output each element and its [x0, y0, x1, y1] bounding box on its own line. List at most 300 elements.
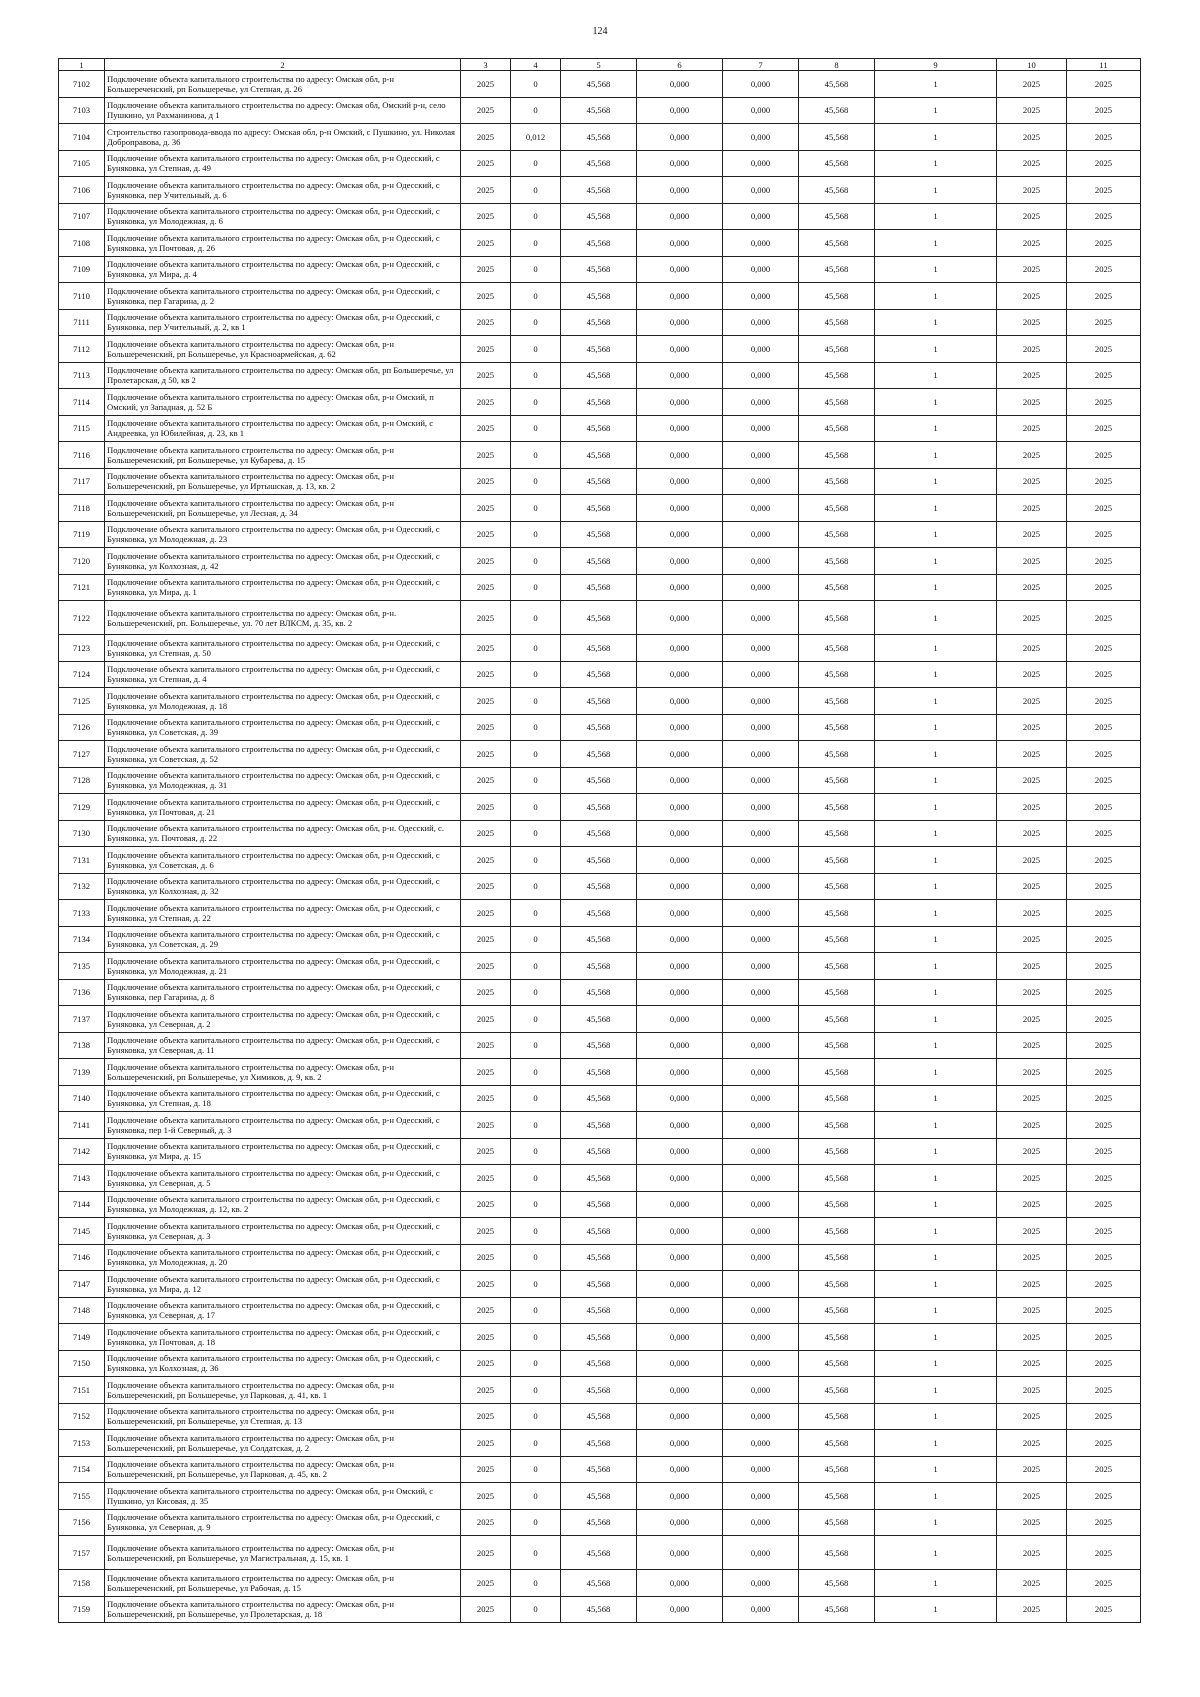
- column-6-cell: 0,000: [637, 336, 723, 363]
- column-4-cell: 0: [511, 256, 561, 283]
- column-10-cell: 2025: [997, 1297, 1067, 1324]
- row-number-cell: 7124: [59, 661, 105, 688]
- column-5-cell: 45,568: [561, 1509, 637, 1536]
- table-row: [59, 150, 1141, 177]
- column-header: 1: [59, 59, 105, 71]
- column-6-cell: 0,000: [637, 979, 723, 1006]
- column-7-cell: 0,000: [723, 926, 799, 953]
- column-6-cell: 0,000: [637, 926, 723, 953]
- column-7-cell: 0,000: [723, 124, 799, 151]
- column-11-cell: 2025: [1067, 124, 1141, 151]
- row-number-cell: 7149: [59, 1324, 105, 1351]
- column-6-cell: 0,000: [637, 521, 723, 548]
- column-6-cell: 0,000: [637, 1430, 723, 1457]
- column-3-cell: 2025: [461, 1570, 511, 1597]
- column-8-cell: 45,568: [799, 847, 875, 874]
- column-7-cell: 0,000: [723, 203, 799, 230]
- column-7-cell: 0,000: [723, 1570, 799, 1597]
- column-8-cell: 45,568: [799, 1165, 875, 1192]
- table-row: [59, 442, 1141, 469]
- table-row: [59, 741, 1141, 768]
- column-10-cell: 2025: [997, 177, 1067, 204]
- column-11-cell: 2025: [1067, 389, 1141, 416]
- column-4-cell: 0: [511, 203, 561, 230]
- column-11-cell: 2025: [1067, 873, 1141, 900]
- column-4-cell: 0: [511, 1509, 561, 1536]
- column-11-cell: 2025: [1067, 309, 1141, 336]
- table-row: [59, 336, 1141, 363]
- column-7-cell: 0,000: [723, 1297, 799, 1324]
- column-8-cell: 45,568: [799, 1032, 875, 1059]
- row-number-cell: 7142: [59, 1138, 105, 1165]
- description-cell: Подключение объекта капитального строительства по адресу: Омская обл, р-н Омский, с Андреевка, ул Юбилейная, д. 23, кв 1: [105, 415, 461, 442]
- description-cell: Подключение объекта капитального строительства по адресу: Омская обл, р-н Одесский, с Буняковка, пер Гагарина, д. 2: [105, 283, 461, 310]
- column-9-cell: 1: [875, 1191, 997, 1218]
- column-8-cell: 45,568: [799, 495, 875, 522]
- column-8-cell: 45,568: [799, 1218, 875, 1245]
- column-8-cell: 45,568: [799, 1570, 875, 1597]
- table-row: [59, 1570, 1141, 1597]
- column-4-cell: 0: [511, 1324, 561, 1351]
- column-4-cell: 0: [511, 442, 561, 469]
- column-9-cell: 1: [875, 71, 997, 98]
- column-4-cell: 0: [511, 336, 561, 363]
- column-8-cell: 45,568: [799, 688, 875, 715]
- column-8-cell: 45,568: [799, 820, 875, 847]
- column-9-cell: 1: [875, 820, 997, 847]
- column-3-cell: 2025: [461, 521, 511, 548]
- column-10-cell: 2025: [997, 495, 1067, 522]
- column-9-cell: 1: [875, 415, 997, 442]
- column-7-cell: 0,000: [723, 521, 799, 548]
- column-7-cell: 0,000: [723, 1059, 799, 1086]
- column-8-cell: 45,568: [799, 1059, 875, 1086]
- column-11-cell: 2025: [1067, 203, 1141, 230]
- column-7-cell: 0,000: [723, 1403, 799, 1430]
- column-7-cell: 0,000: [723, 1191, 799, 1218]
- column-9-cell: 1: [875, 124, 997, 151]
- column-3-cell: 2025: [461, 820, 511, 847]
- column-6-cell: 0,000: [637, 309, 723, 336]
- row-number-cell: 7158: [59, 1570, 105, 1597]
- column-10-cell: 2025: [997, 1430, 1067, 1457]
- column-5-cell: 45,568: [561, 1085, 637, 1112]
- column-11-cell: 2025: [1067, 1297, 1141, 1324]
- column-6-cell: 0,000: [637, 442, 723, 469]
- column-11-cell: 2025: [1067, 1536, 1141, 1570]
- column-5-cell: 45,568: [561, 661, 637, 688]
- column-6-cell: 0,000: [637, 794, 723, 821]
- column-7-cell: 0,000: [723, 415, 799, 442]
- row-number-cell: 7135: [59, 953, 105, 980]
- column-11-cell: 2025: [1067, 177, 1141, 204]
- column-3-cell: 2025: [461, 177, 511, 204]
- row-number-cell: 7129: [59, 794, 105, 821]
- description-cell: Подключение объекта капитального строительства по адресу: Омская обл, р-н Большереченский, рп Большеречье, ул Химиков, д. 9, кв. 2: [105, 1059, 461, 1086]
- column-4-cell: 0: [511, 389, 561, 416]
- column-7-cell: 0,000: [723, 150, 799, 177]
- column-9-cell: 1: [875, 873, 997, 900]
- column-9-cell: 1: [875, 177, 997, 204]
- column-8-cell: 45,568: [799, 309, 875, 336]
- column-10-cell: 2025: [997, 548, 1067, 575]
- column-6-cell: 0,000: [637, 847, 723, 874]
- table-row: [59, 794, 1141, 821]
- column-8-cell: 45,568: [799, 548, 875, 575]
- description-cell: Подключение объекта капитального строительства по адресу: Омская обл, р-н Одесский, с Буняковка, ул Молодежная, д. 21: [105, 953, 461, 980]
- column-4-cell: 0: [511, 1403, 561, 1430]
- table-row: [59, 1085, 1141, 1112]
- column-10-cell: 2025: [997, 71, 1067, 98]
- column-10-cell: 2025: [997, 900, 1067, 927]
- description-cell: Строительство газопровода-ввода по адресу: Омская обл, р-н Омский, с Пушкино, ул. Николая Доброправова, д. 36: [105, 124, 461, 151]
- column-4-cell: 0: [511, 1596, 561, 1623]
- table-row: [59, 688, 1141, 715]
- column-6-cell: 0,000: [637, 203, 723, 230]
- column-11-cell: 2025: [1067, 900, 1141, 927]
- column-11-cell: 2025: [1067, 1191, 1141, 1218]
- column-9-cell: 1: [875, 847, 997, 874]
- row-number-cell: 7103: [59, 97, 105, 124]
- table-row: [59, 601, 1141, 635]
- column-3-cell: 2025: [461, 150, 511, 177]
- description-cell: Подключение объекта капитального строительства по адресу: Омская обл, р-н Большереченский, рп Большеречье, ул Иртышская, д. 13, кв. 2: [105, 468, 461, 495]
- column-10-cell: 2025: [997, 601, 1067, 635]
- column-5-cell: 45,568: [561, 873, 637, 900]
- column-5-cell: 45,568: [561, 1570, 637, 1597]
- column-9-cell: 1: [875, 1165, 997, 1192]
- column-3-cell: 2025: [461, 389, 511, 416]
- column-4-cell: 0: [511, 767, 561, 794]
- column-7-cell: 0,000: [723, 336, 799, 363]
- column-11-cell: 2025: [1067, 1456, 1141, 1483]
- column-7-cell: 0,000: [723, 714, 799, 741]
- row-number-cell: 7116: [59, 442, 105, 469]
- column-4-cell: 0: [511, 1570, 561, 1597]
- column-10-cell: 2025: [997, 521, 1067, 548]
- column-4-cell: 0: [511, 741, 561, 768]
- row-number-cell: 7137: [59, 1006, 105, 1033]
- column-header: 11: [1067, 59, 1141, 71]
- column-9-cell: 1: [875, 688, 997, 715]
- column-11-cell: 2025: [1067, 1403, 1141, 1430]
- column-10-cell: 2025: [997, 283, 1067, 310]
- column-3-cell: 2025: [461, 1377, 511, 1404]
- column-9-cell: 1: [875, 900, 997, 927]
- column-3-cell: 2025: [461, 767, 511, 794]
- description-cell: Подключение объекта капитального строительства по адресу: Омская обл, р-н Одесский, с Буняковка, ул Молодежная, д. 31: [105, 767, 461, 794]
- description-cell: Подключение объекта капитального строительства по адресу: Омская обл, р-н Одесский, с Буняковка, пер 1-й Северный, д. 3: [105, 1112, 461, 1139]
- column-3-cell: 2025: [461, 97, 511, 124]
- description-cell: Подключение объекта капитального строительства по адресу: Омская обл, р-н Большереченский, рп Большеречье, ул Лесная, д. 34: [105, 495, 461, 522]
- table-row: [59, 953, 1141, 980]
- column-8-cell: 45,568: [799, 1112, 875, 1139]
- column-5-cell: 45,568: [561, 71, 637, 98]
- column-3-cell: 2025: [461, 847, 511, 874]
- description-cell: Подключение объекта капитального строительства по адресу: Омская обл, р-н Одесский, с Буняковка, ул Советская, д. 6: [105, 847, 461, 874]
- row-number-cell: 7105: [59, 150, 105, 177]
- table-row: [59, 1377, 1141, 1404]
- column-11-cell: 2025: [1067, 820, 1141, 847]
- row-number-cell: 7123: [59, 635, 105, 662]
- column-11-cell: 2025: [1067, 1324, 1141, 1351]
- header-row: [59, 59, 1141, 71]
- column-3-cell: 2025: [461, 1112, 511, 1139]
- column-11-cell: 2025: [1067, 1570, 1141, 1597]
- row-number-cell: 7115: [59, 415, 105, 442]
- column-8-cell: 45,568: [799, 1297, 875, 1324]
- column-4-cell: 0: [511, 309, 561, 336]
- table-row: [59, 1271, 1141, 1298]
- description-cell: Подключение объекта капитального строительства по адресу: Омская обл, Омский р-н, село Пушкино, ул Рахманинова, д 1: [105, 97, 461, 124]
- column-8-cell: 45,568: [799, 873, 875, 900]
- table-row: [59, 1430, 1141, 1457]
- column-7-cell: 0,000: [723, 468, 799, 495]
- column-4-cell: 0: [511, 688, 561, 715]
- column-8-cell: 45,568: [799, 979, 875, 1006]
- column-4-cell: 0: [511, 1430, 561, 1457]
- description-cell: Подключение объекта капитального строительства по адресу: Омская обл, р-н Одесский, с Буняковка, ул Степная, д. 49: [105, 150, 461, 177]
- column-10-cell: 2025: [997, 1403, 1067, 1430]
- column-7-cell: 0,000: [723, 256, 799, 283]
- column-11-cell: 2025: [1067, 230, 1141, 257]
- description-cell: Подключение объекта капитального строительства по адресу: Омская обл, р-н Одесский, с Буняковка, ул Мира, д. 4: [105, 256, 461, 283]
- row-number-cell: 7126: [59, 714, 105, 741]
- row-number-cell: 7117: [59, 468, 105, 495]
- column-8-cell: 45,568: [799, 521, 875, 548]
- column-9-cell: 1: [875, 548, 997, 575]
- column-11-cell: 2025: [1067, 1377, 1141, 1404]
- column-5-cell: 45,568: [561, 230, 637, 257]
- table-row: [59, 1059, 1141, 1086]
- column-4-cell: 0: [511, 714, 561, 741]
- column-9-cell: 1: [875, 979, 997, 1006]
- description-cell: Подключение объекта капитального строительства по адресу: Омская обл, р-н Одесский, с Буняковка, ул Колхозная, д. 42: [105, 548, 461, 575]
- table-row: [59, 820, 1141, 847]
- column-5-cell: 45,568: [561, 203, 637, 230]
- column-5-cell: 45,568: [561, 1297, 637, 1324]
- column-5-cell: 45,568: [561, 1403, 637, 1430]
- column-11-cell: 2025: [1067, 714, 1141, 741]
- description-cell: Подключение объекта капитального строительства по адресу: Омская обл, р-н Одесский, с Буняковка, ул Степная, д. 22: [105, 900, 461, 927]
- column-3-cell: 2025: [461, 309, 511, 336]
- description-cell: Подключение объекта капитального строительства по адресу: Омская обл, р-н Одесский, с Буняковка, ул Советская, д. 39: [105, 714, 461, 741]
- column-header: 10: [997, 59, 1067, 71]
- column-10-cell: 2025: [997, 468, 1067, 495]
- column-8-cell: 45,568: [799, 415, 875, 442]
- column-9-cell: 1: [875, 230, 997, 257]
- column-8-cell: 45,568: [799, 1138, 875, 1165]
- column-6-cell: 0,000: [637, 1456, 723, 1483]
- column-11-cell: 2025: [1067, 150, 1141, 177]
- column-9-cell: 1: [875, 1112, 997, 1139]
- column-6-cell: 0,000: [637, 1297, 723, 1324]
- description-cell: Подключение объекта капитального строительства по адресу: Омская обл, р-н Одесский, с Буняковка, ул Мира, д. 12: [105, 1271, 461, 1298]
- row-number-cell: 7109: [59, 256, 105, 283]
- table-row: [59, 873, 1141, 900]
- column-7-cell: 0,000: [723, 1085, 799, 1112]
- column-8-cell: 45,568: [799, 336, 875, 363]
- table-row: [59, 1138, 1141, 1165]
- description-cell: Подключение объекта капитального строительства по адресу: Омская обл, р-н Одесский, с Буняковка, ул Почтовая, д. 26: [105, 230, 461, 257]
- column-9-cell: 1: [875, 1350, 997, 1377]
- column-header: 2: [105, 59, 461, 71]
- column-5-cell: 45,568: [561, 794, 637, 821]
- row-number-cell: 7121: [59, 574, 105, 601]
- row-number-cell: 7132: [59, 873, 105, 900]
- column-4-cell: 0: [511, 661, 561, 688]
- column-6-cell: 0,000: [637, 230, 723, 257]
- column-7-cell: 0,000: [723, 389, 799, 416]
- column-5-cell: 45,568: [561, 256, 637, 283]
- column-6-cell: 0,000: [637, 688, 723, 715]
- column-4-cell: 0: [511, 468, 561, 495]
- column-8-cell: 45,568: [799, 1350, 875, 1377]
- column-4-cell: 0: [511, 1456, 561, 1483]
- description-cell: Подключение объекта капитального строительства по адресу: Омская обл, р-н Омский, п Омский, ул Западная, д. 52 Б: [105, 389, 461, 416]
- row-number-cell: 7110: [59, 283, 105, 310]
- column-4-cell: 0: [511, 794, 561, 821]
- column-6-cell: 0,000: [637, 1059, 723, 1086]
- column-7-cell: 0,000: [723, 794, 799, 821]
- column-10-cell: 2025: [997, 688, 1067, 715]
- column-6-cell: 0,000: [637, 1536, 723, 1570]
- column-7-cell: 0,000: [723, 635, 799, 662]
- column-10-cell: 2025: [997, 442, 1067, 469]
- column-9-cell: 1: [875, 1006, 997, 1033]
- row-number-cell: 7122: [59, 601, 105, 635]
- column-10-cell: 2025: [997, 1112, 1067, 1139]
- column-6-cell: 0,000: [637, 1032, 723, 1059]
- table-row: [59, 767, 1141, 794]
- row-number-cell: 7133: [59, 900, 105, 927]
- column-9-cell: 1: [875, 362, 997, 389]
- table-row: [59, 283, 1141, 310]
- description-cell: Подключение объекта капитального строительства по адресу: Омская обл, р-н Одесский, с Буняковка, ул Мира, д. 1: [105, 574, 461, 601]
- column-3-cell: 2025: [461, 1596, 511, 1623]
- column-6-cell: 0,000: [637, 150, 723, 177]
- column-10-cell: 2025: [997, 203, 1067, 230]
- table-row: [59, 389, 1141, 416]
- column-9-cell: 1: [875, 256, 997, 283]
- column-11-cell: 2025: [1067, 415, 1141, 442]
- column-4-cell: 0: [511, 601, 561, 635]
- column-8-cell: 45,568: [799, 362, 875, 389]
- column-11-cell: 2025: [1067, 1032, 1141, 1059]
- table-row: [59, 1191, 1141, 1218]
- column-6-cell: 0,000: [637, 283, 723, 310]
- column-7-cell: 0,000: [723, 1430, 799, 1457]
- column-5-cell: 45,568: [561, 1165, 637, 1192]
- column-8-cell: 45,568: [799, 635, 875, 662]
- column-10-cell: 2025: [997, 1483, 1067, 1510]
- description-cell: Подключение объекта капитального строительства по адресу: Омская обл, р-н Большереченский, рп Большеречье, ул Пролетарская, д. 18: [105, 1596, 461, 1623]
- column-3-cell: 2025: [461, 574, 511, 601]
- column-4-cell: 0: [511, 521, 561, 548]
- column-header: 8: [799, 59, 875, 71]
- column-8-cell: 45,568: [799, 767, 875, 794]
- column-5-cell: 45,568: [561, 521, 637, 548]
- table-row: [59, 1006, 1141, 1033]
- column-10-cell: 2025: [997, 1456, 1067, 1483]
- column-6-cell: 0,000: [637, 574, 723, 601]
- description-cell: Подключение объекта капитального строительства по адресу: Омская обл, р-н Большереченский, рп Большеречье, ул Парковая, д. 41, кв. 1: [105, 1377, 461, 1404]
- column-10-cell: 2025: [997, 873, 1067, 900]
- column-10-cell: 2025: [997, 1085, 1067, 1112]
- column-10-cell: 2025: [997, 415, 1067, 442]
- column-4-cell: 0: [511, 177, 561, 204]
- column-7-cell: 0,000: [723, 177, 799, 204]
- table-row: [59, 635, 1141, 662]
- description-cell: Подключение объекта капитального строительства по адресу: Омская обл, р-н Одесский, с Буняковка, ул Северная, д. 11: [105, 1032, 461, 1059]
- row-number-cell: 7119: [59, 521, 105, 548]
- description-cell: Подключение объекта капитального строительства по адресу: Омская обл, р-н Одесский, с Буняковка, ул Степная, д. 4: [105, 661, 461, 688]
- column-5-cell: 45,568: [561, 283, 637, 310]
- column-11-cell: 2025: [1067, 1085, 1141, 1112]
- column-8-cell: 45,568: [799, 1536, 875, 1570]
- column-7-cell: 0,000: [723, 97, 799, 124]
- column-10-cell: 2025: [997, 926, 1067, 953]
- row-number-cell: 7131: [59, 847, 105, 874]
- column-8-cell: 45,568: [799, 230, 875, 257]
- column-4-cell: 0: [511, 953, 561, 980]
- column-10-cell: 2025: [997, 661, 1067, 688]
- table-row: [59, 468, 1141, 495]
- column-9-cell: 1: [875, 468, 997, 495]
- column-7-cell: 0,000: [723, 548, 799, 575]
- row-number-cell: 7112: [59, 336, 105, 363]
- column-10-cell: 2025: [997, 1191, 1067, 1218]
- column-header: 3: [461, 59, 511, 71]
- column-5-cell: 45,568: [561, 1218, 637, 1245]
- column-9-cell: 1: [875, 953, 997, 980]
- description-cell: Подключение объекта капитального строительства по адресу: Омская обл, р-н Одесский, с Буняковка, пер Учительный, д. 6: [105, 177, 461, 204]
- column-4-cell: 0: [511, 97, 561, 124]
- column-5-cell: 45,568: [561, 926, 637, 953]
- column-9-cell: 1: [875, 1271, 997, 1298]
- column-6-cell: 0,000: [637, 1006, 723, 1033]
- column-6-cell: 0,000: [637, 256, 723, 283]
- column-6-cell: 0,000: [637, 820, 723, 847]
- column-11-cell: 2025: [1067, 1350, 1141, 1377]
- description-cell: Подключение объекта капитального строительства по адресу: Омская обл, р-н. Одесский, с. Буняковка, ул. Почтовая, д. 22: [105, 820, 461, 847]
- column-7-cell: 0,000: [723, 661, 799, 688]
- column-4-cell: 0: [511, 548, 561, 575]
- column-8-cell: 45,568: [799, 97, 875, 124]
- column-header: 4: [511, 59, 561, 71]
- table-row: [59, 1483, 1141, 1510]
- column-3-cell: 2025: [461, 548, 511, 575]
- column-5-cell: 45,568: [561, 1138, 637, 1165]
- column-9-cell: 1: [875, 794, 997, 821]
- column-7-cell: 0,000: [723, 1483, 799, 1510]
- column-4-cell: 0: [511, 1112, 561, 1139]
- column-11-cell: 2025: [1067, 1006, 1141, 1033]
- column-6-cell: 0,000: [637, 1191, 723, 1218]
- column-10-cell: 2025: [997, 389, 1067, 416]
- column-10-cell: 2025: [997, 635, 1067, 662]
- column-9-cell: 1: [875, 574, 997, 601]
- column-11-cell: 2025: [1067, 362, 1141, 389]
- column-4-cell: 0: [511, 900, 561, 927]
- column-3-cell: 2025: [461, 230, 511, 257]
- table-row: [59, 661, 1141, 688]
- column-4-cell: 0: [511, 1006, 561, 1033]
- column-6-cell: 0,000: [637, 548, 723, 575]
- table-row: [59, 1165, 1141, 1192]
- column-4-cell: 0: [511, 847, 561, 874]
- column-11-cell: 2025: [1067, 1059, 1141, 1086]
